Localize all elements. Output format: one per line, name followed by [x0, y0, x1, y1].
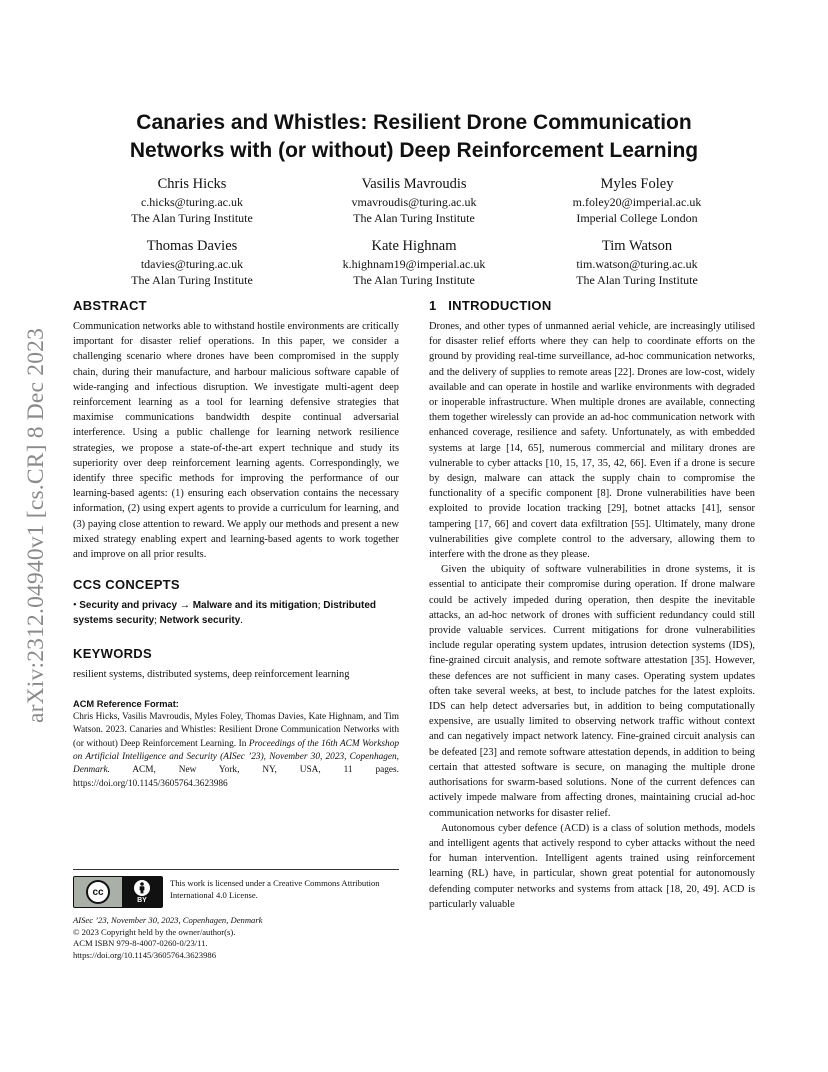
- ccs-term: Malware and its mitigation: [192, 600, 318, 612]
- reference-text: ACM, New York, NY, USA, 11 pages. https://doi.org/10.1145/3605764.3623986: [73, 765, 399, 789]
- ccs-term: Distributed systems security: [73, 600, 376, 627]
- ccs-heading: CCS CONCEPTS: [73, 577, 180, 593]
- author-block: [304, 237, 524, 288]
- author-affiliation: The Alan Turing Institute: [131, 211, 253, 225]
- ccs-separator: ;: [317, 600, 324, 612]
- introduction-heading: 1 INTRODUCTION: [429, 298, 552, 313]
- ccs-separator: ;: [154, 615, 160, 627]
- attribution-person-icon: [134, 880, 150, 896]
- author-name: Kate Highnam: [371, 238, 457, 254]
- ccs-term: Network security: [159, 615, 241, 627]
- cc-icon: [86, 880, 110, 904]
- footer-block: [73, 915, 403, 961]
- by-label: BY: [137, 896, 147, 904]
- ccs-end: .: [240, 615, 243, 627]
- footer-copyright: © 2023 Copyright held by the owner/author(s).: [73, 926, 236, 937]
- author-affiliation: The Alan Turing Institute: [131, 273, 253, 287]
- author-affiliation: The Alan Turing Institute: [353, 273, 475, 287]
- reference-text: Chris Hicks, Vasilis Mavroudis, Myles Foley, Thomas Davies, Kate Highnam, and Tim Watson. 2023. Canaries and Whistles: Resilient Drone Communication Networks with (or without) Deep Reinforcement Learning. In: [73, 711, 399, 749]
- reference-format-text: [73, 711, 399, 791]
- author-name: Myles Foley: [600, 176, 674, 192]
- author-name: Vasilis Mavroudis: [361, 176, 467, 192]
- reference-format-heading: ACM Reference Format:: [73, 698, 179, 709]
- author-block: [527, 175, 747, 226]
- intro-paragraph: Given the ubiquity of software vulnerabilities in drone systems, it is essential to anticipate their compromise during operation. If drone malware could be actively impeded during operation, then despite the inevitable attacks, an ad-hoc network of drones with sufficient redundancy could still provide valuable services. Current mitigations for drone vulnerabilities include regular operating system updates, intrusion detection systems (IDS), fine-grained circuit analysis, and remote software attestation [35]. However, these defences are not sufficient in many cases. Operating system updates often take several weeks, at best, to include patches for the latest exploits. IDS can help detect adversaries but, in addition to being computationally expensive, are usually limited to observing network traffic without context and can negatively impact network latency. Fine-grained circuit analysis can be defeated [23] and remote software attestation depends, in addition to being certain that attested software is secure, on managing the multiple drone authorisations for swarm-based solutions. None of the current defences can actively impede malware from affecting drones, maintaining crucial ad-hoc communication networks for disaster relief.: [429, 564, 755, 819]
- abstract-heading: ABSTRACT: [73, 298, 147, 313]
- intro-paragraph: Drones, and other types of unmanned aerial vehicle, are increasingly utilised for disaster relief efforts where they can help to coordinate efforts on the ground by providing real-time surveillance, ad-hoc communication networks, and the delivery of supplies to remote areas [22]. Drones are low-cost, widely available and can operate in hostile and warlike environments with degraded or inoperable infrastructure. When multiple drones are available, connecting them together wirelessly can provide an ad-hoc communication network with enhanced coverage, resilience and safety. Unfortunately, as with embedded systems at large [14, 65], numerous commercial and military drones are vulnerable to cyber attacks [10, 15, 17, 35, 42, 66]. Even if a drone is secure by design, malware can attack the supply chain to compromise the functionality of a specific component [8]. Drone vulnerabilities have been exploited to provide location tracking [29], botnet attacks [41], sensor tampering [17, 66] and covert data exfiltration [55]. Ultimately, many drone vulnerabilities give complete control to the adversary, allowing them to interfere with the drone as they please.: [429, 321, 755, 561]
- author-block: [82, 237, 302, 288]
- keywords-heading: KEYWORDS: [73, 645, 152, 661]
- author-email[interactable]: vmavroudis@turing.ac.uk: [351, 195, 477, 209]
- arxiv-stamp-text: arXiv:2312.04940v1 [cs.CR] 8 Dec 2023: [23, 327, 50, 723]
- cc-by-badge[interactable]: [73, 876, 163, 908]
- author-email[interactable]: m.foley20@imperial.ac.uk: [572, 195, 702, 209]
- footer-doi-link[interactable]: https://doi.org/10.1145/3605764.3623986: [73, 949, 216, 960]
- ccs-arrow: →: [179, 600, 191, 612]
- author-name: Tim Watson: [601, 238, 673, 254]
- author-affiliation: The Alan Turing Institute: [353, 211, 475, 225]
- cc-icon-label: cc: [92, 886, 104, 898]
- footer-isbn: ACM ISBN 979-8-4007-0260-0/23/11.: [73, 938, 208, 949]
- author-block: [304, 175, 524, 226]
- ccs-term: Security and privacy: [79, 600, 178, 612]
- author-affiliation: Imperial College London: [576, 211, 698, 225]
- intro-paragraph: Autonomous cyber defence (ACD) is a class of solution methods, models and intelligent agents that actively respond to cyber attacks without the need for human intervention. Intelligent agents trained using reinforcement learning (RL) have, in particular, shown great potential for autonomously defending computer networks and systems from attack [18, 20, 49]. ACD is particularly valuable: [429, 822, 755, 910]
- reference-venue: Proceedings of the 16th ACM Workshop on Artificial Intelligence and Security (AISec ’23), November 30, 2023, Copenhagen, Denmark.: [73, 738, 399, 776]
- title-line-2: Networks with (or without) Deep Reinforcement Learning: [129, 139, 699, 162]
- author-block: [82, 175, 302, 226]
- footnote-rule: [73, 869, 399, 870]
- author-email[interactable]: k.highnam19@imperial.ac.uk: [342, 257, 486, 271]
- title-line-1: Canaries and Whistles: Resilient Drone Communication: [136, 111, 692, 134]
- ccs-bullet: •: [73, 600, 77, 612]
- author-email[interactable]: tdavies@turing.ac.uk: [140, 257, 244, 271]
- paper-title: [70, 109, 758, 165]
- right-column: [429, 297, 755, 912]
- left-column: [73, 297, 399, 791]
- arxiv-stamp: [22, 290, 52, 760]
- footer-venue: AISec ’23, November 30, 2023, Copenhagen, Denmark: [73, 915, 263, 925]
- author-affiliation: The Alan Turing Institute: [576, 273, 698, 287]
- abstract-text: Communication networks able to withstand hostile environments are critically important for disaster relief operations. In this paper, we consider a challenging scenario where drones have been compromised in the supply chain, during their manufacture, and harbour malicious software capable of wide-ranging and infectious disruption. We investigate multi-agent deep reinforcement learning as a tool for learning defensive strategies that maximise communications bandwidth despite continual adversarial interference. Using a public challenge for learning network resilience strategies, we propose a state-of-the-art expert technique and study its superiority over deep reinforcement learning agents. Correspondingly, we identify three specific methods for improving the performance of our learning-based agents: (1) ensuring each observation contains the necessary information, (2) using expert agents to provide a curriculum for learning, and (3) paying close attention to reward. We apply our methods and present a new mixed strategy enabling expert and learning-based agents to work together and improve on all prior results.: [73, 321, 399, 561]
- author-name: Thomas Davies: [146, 238, 238, 254]
- author-name: Chris Hicks: [157, 176, 227, 192]
- cc-badge-left: [74, 877, 122, 907]
- author-block: [527, 237, 747, 288]
- author-email[interactable]: c.hicks@turing.ac.uk: [140, 195, 244, 209]
- cc-badge-right: [122, 877, 162, 907]
- ccs-text: [73, 598, 399, 628]
- keywords-text: resilient systems, distributed systems, deep reinforcement learning: [73, 668, 350, 680]
- author-email[interactable]: tim.watson@turing.ac.uk: [576, 257, 698, 271]
- license-text: This work is licensed under a Creative Commons Attribution International 4.0 License.: [170, 878, 380, 900]
